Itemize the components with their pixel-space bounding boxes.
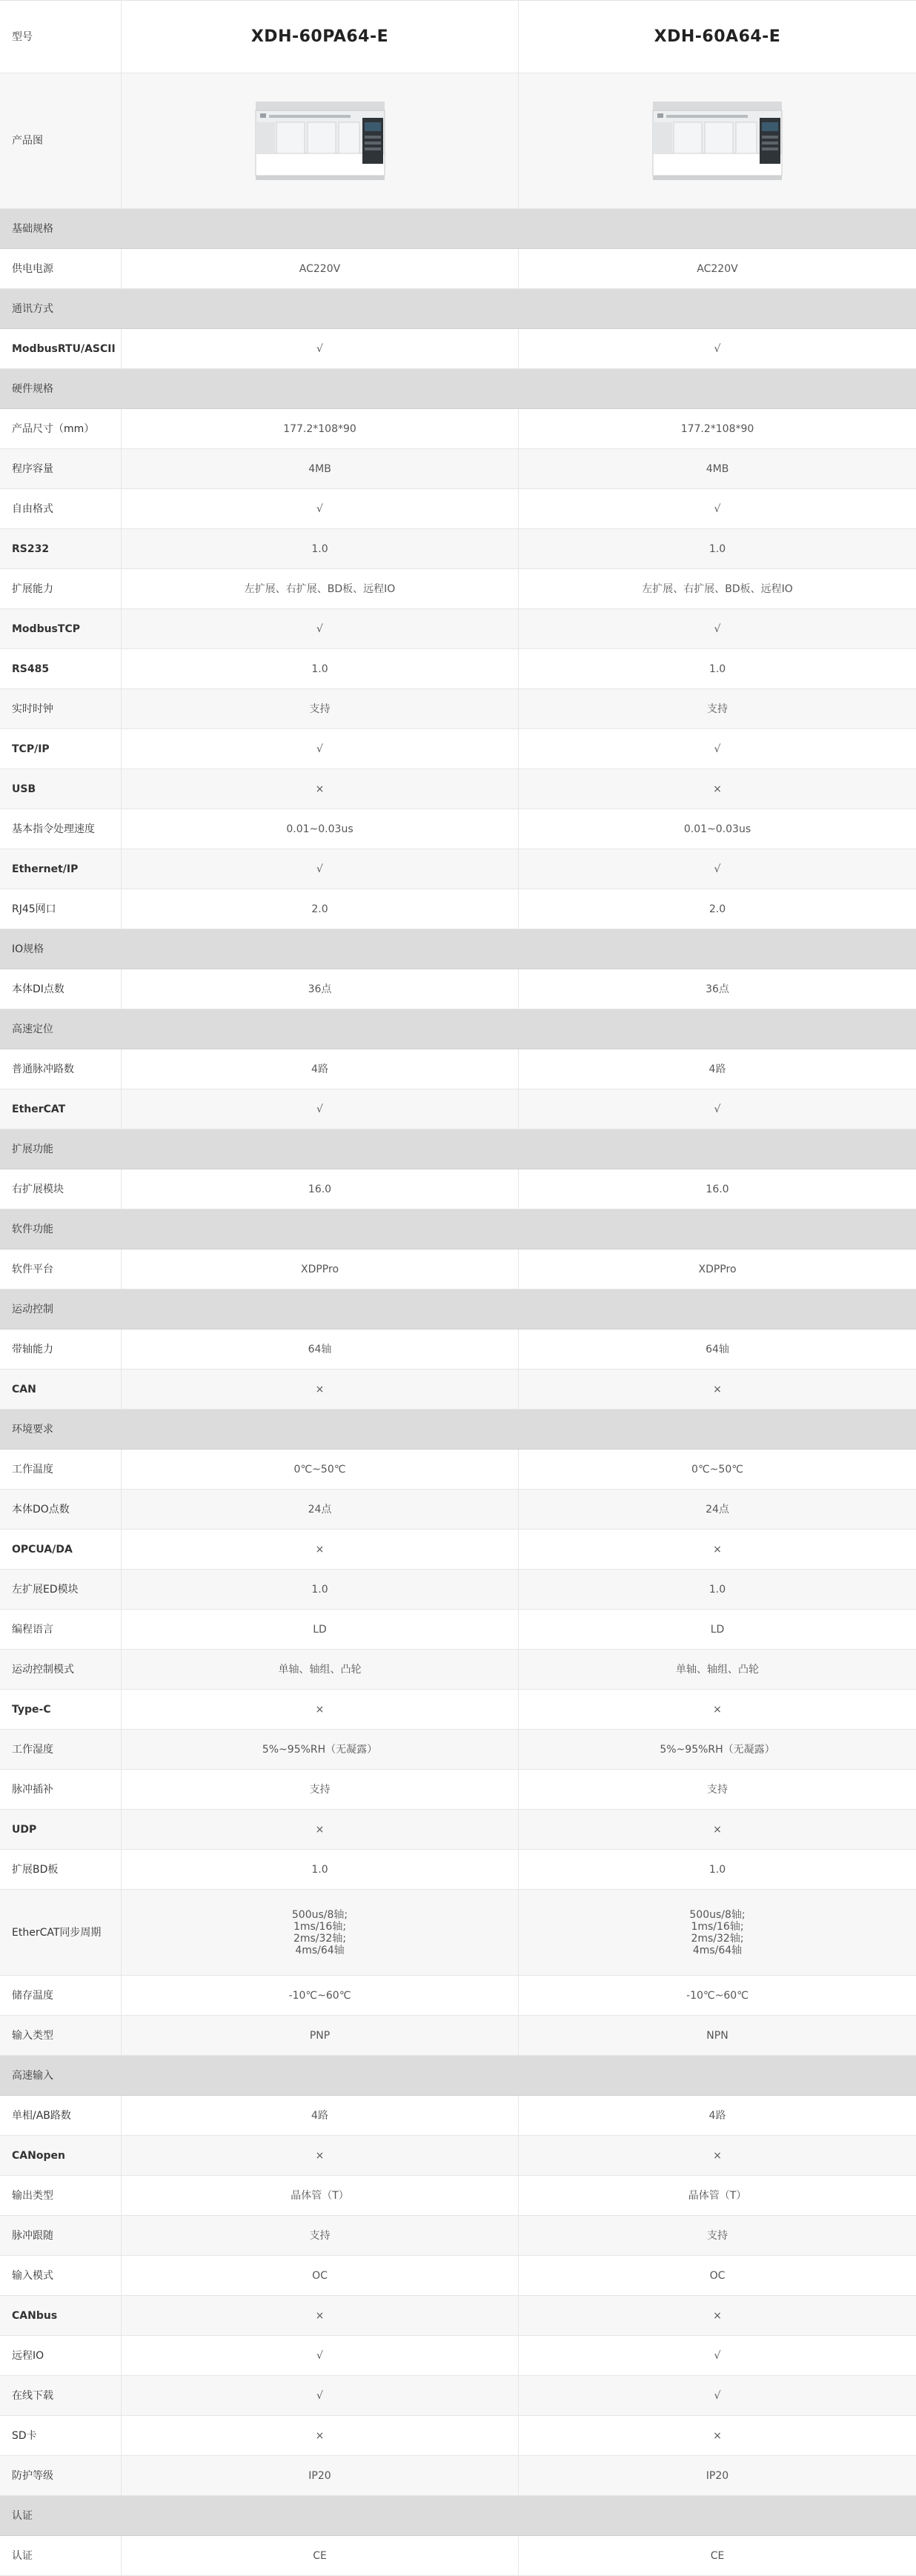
spec-value-1: √ <box>122 489 519 528</box>
plc-device-image <box>648 100 786 182</box>
section-title: 认证 <box>12 2509 33 2522</box>
spec-row <box>0 329 916 369</box>
spec-label: 扩展能力 <box>0 569 122 608</box>
spec-label: 单相/AB路数 <box>0 2096 122 2135</box>
spec-value-1: √ <box>122 1089 519 1129</box>
spec-value-1: × <box>122 1810 519 1849</box>
spec-value-1: 2.0 <box>122 889 519 929</box>
spec-label: SD卡 <box>0 2416 122 2455</box>
product-image-row <box>0 73 916 209</box>
spec-value-2: √ <box>714 502 721 515</box>
section-header-row <box>0 369 916 409</box>
spec-value-line: 4ms/64轴 <box>692 1944 743 1956</box>
spec-value-1: √ <box>122 729 519 769</box>
spec-value-2: 晶体管（T） <box>688 2189 747 2202</box>
spec-value-line: 4ms/64轴 <box>295 1944 345 1956</box>
spec-value-1: 支持 <box>122 689 519 728</box>
spec-rows <box>0 209 916 2576</box>
spec-row <box>0 2456 916 2496</box>
section-header-row <box>0 1009 916 1049</box>
spec-value-1: × <box>122 1370 519 1409</box>
spec-value-1: 单轴、轴组、凸轮 <box>122 1650 519 1689</box>
spec-label: 扩展BD板 <box>0 1850 122 1889</box>
spec-value-2: √ <box>714 743 721 755</box>
spec-row <box>0 889 916 929</box>
spec-row <box>0 489 916 529</box>
section-title: 环境要求 <box>12 1423 53 1435</box>
section-title: 软件功能 <box>12 1223 53 1235</box>
spec-label: 防护等级 <box>0 2456 122 2495</box>
spec-value-2: 5%~95%RH（无凝露） <box>660 1743 775 1756</box>
spec-value-1: 24点 <box>122 1490 519 1529</box>
spec-row <box>0 1089 916 1129</box>
spec-label: 输入类型 <box>0 2016 122 2055</box>
spec-value-2: LD <box>710 1623 725 1636</box>
spec-value-2: 177.2*108*90 <box>680 422 754 435</box>
section-title: 基础规格 <box>12 222 53 235</box>
spec-label: 软件平台 <box>0 1249 122 1289</box>
spec-row <box>0 2176 916 2216</box>
spec-value-2: × <box>713 1543 722 1556</box>
spec-value-1: -10℃~60℃ <box>122 1976 519 2015</box>
spec-value-1: 0℃~50℃ <box>122 1450 519 1489</box>
spec-row <box>0 1610 916 1650</box>
spec-value-1: 1.0 <box>122 1850 519 1889</box>
spec-value-2: × <box>713 1823 722 1836</box>
spec-row <box>0 649 916 689</box>
section-header-row <box>0 929 916 969</box>
spec-label: CANbus <box>0 2296 122 2335</box>
spec-value-2: 4路 <box>708 2109 726 2122</box>
spec-value-2: × <box>713 783 722 795</box>
spec-label: 工作湿度 <box>0 1730 122 1769</box>
spec-label: CAN <box>0 1370 122 1409</box>
spec-label: OPCUA/DA <box>0 1530 122 1569</box>
spec-row <box>0 1650 916 1690</box>
spec-label: UDP <box>0 1810 122 1849</box>
section-title: 运动控制 <box>12 1303 53 1315</box>
section-title: 通讯方式 <box>12 302 53 315</box>
spec-value-2: 24点 <box>706 1503 729 1516</box>
spec-label: 普通脉冲路数 <box>0 1049 122 1089</box>
spec-value-1: × <box>122 1690 519 1729</box>
spec-label: 自由格式 <box>0 489 122 528</box>
spec-label: 本体DO点数 <box>0 1490 122 1529</box>
spec-value-2: CE <box>710 2549 725 2562</box>
spec-label: 程序容量 <box>0 449 122 488</box>
spec-row <box>0 2136 916 2176</box>
spec-value-2: × <box>713 1383 722 1395</box>
spec-label: 供电电源 <box>0 249 122 288</box>
spec-value-1: 0.01~0.03us <box>122 809 519 849</box>
spec-value-2: √ <box>714 623 721 635</box>
spec-row <box>0 2096 916 2136</box>
spec-value-2: 1.0 <box>708 542 726 555</box>
spec-row <box>0 1370 916 1410</box>
spec-row <box>0 1049 916 1089</box>
spec-value-2: IP20 <box>706 2469 729 2482</box>
spec-value-1: PNP <box>122 2016 519 2055</box>
spec-label: 实时时钟 <box>0 689 122 728</box>
spec-value-1: 支持 <box>122 2216 519 2255</box>
section-title: 高速定位 <box>12 1023 53 1035</box>
spec-value-2: NPN <box>706 2029 729 2042</box>
spec-row <box>0 2016 916 2056</box>
spec-row <box>0 2376 916 2416</box>
spec-value-2: 支持 <box>707 1783 728 1796</box>
spec-row <box>0 1690 916 1730</box>
spec-row <box>0 1530 916 1570</box>
spec-label: 输入模式 <box>0 2256 122 2295</box>
spec-value-1: × <box>122 769 519 809</box>
spec-value-2: √ <box>714 2349 721 2362</box>
section-header-row <box>0 1129 916 1169</box>
spec-label: EtherCAT同步周期 <box>0 1890 122 1975</box>
spec-value-2: 36点 <box>706 983 729 995</box>
spec-value-line: 500us/8轴; <box>291 1908 348 1921</box>
section-title: 硬件规格 <box>12 382 53 395</box>
spec-value-line: 1ms/16轴; <box>293 1920 347 1933</box>
spec-row <box>0 769 916 809</box>
spec-row <box>0 1770 916 1810</box>
spec-label: 脉冲插补 <box>0 1770 122 1809</box>
spec-value-2: × <box>713 1703 722 1716</box>
spec-row <box>0 609 916 649</box>
section-header-row <box>0 2496 916 2536</box>
spec-value-2: OC <box>709 2269 726 2282</box>
spec-value-2: 2.0 <box>708 903 726 915</box>
spec-row <box>0 1570 916 1610</box>
spec-label: 工作温度 <box>0 1450 122 1489</box>
spec-row <box>0 1490 916 1530</box>
spec-value-2: 4MB <box>706 462 729 475</box>
spec-row <box>0 729 916 769</box>
spec-value-2: × <box>713 2149 722 2162</box>
spec-value-1: 4MB <box>122 449 519 488</box>
spec-value-1: √ <box>122 2336 519 2375</box>
spec-label: EtherCAT <box>0 1089 122 1129</box>
spec-value-1: OC <box>122 2256 519 2295</box>
spec-value-line: 2ms/32轴; <box>691 1932 744 1945</box>
spec-label: ModbusRTU/ASCII <box>0 329 122 368</box>
spec-value-1: 5%~95%RH（无凝露） <box>122 1730 519 1769</box>
spec-label: 认证 <box>0 2536 122 2575</box>
spec-label: TCP/IP <box>0 729 122 769</box>
spec-label: ModbusTCP <box>0 609 122 648</box>
spec-value-2: 16.0 <box>706 1183 729 1195</box>
plc-device-image <box>251 100 389 182</box>
spec-value-2: 1.0 <box>708 1863 726 1876</box>
spec-label: 带轴能力 <box>0 1330 122 1369</box>
spec-value-2: × <box>713 2429 722 2442</box>
section-header-row <box>0 2056 916 2096</box>
section-header-row <box>0 209 916 249</box>
spec-row <box>0 2296 916 2336</box>
spec-value-1: CE <box>122 2536 519 2575</box>
spec-value-1: LD <box>122 1610 519 1649</box>
spec-value-2 <box>519 1890 916 1975</box>
spec-row <box>0 1169 916 1209</box>
spec-value-1: 4路 <box>122 2096 519 2135</box>
spec-row <box>0 1330 916 1370</box>
spec-row <box>0 1850 916 1890</box>
section-header-row <box>0 1289 916 1330</box>
model-name-2: XDH-60A64-E <box>654 27 781 46</box>
spec-row <box>0 529 916 569</box>
spec-value-2: 0.01~0.03us <box>683 823 751 835</box>
spec-value-1: 36点 <box>122 969 519 1009</box>
model-header-row <box>0 1 916 73</box>
spec-label: Ethernet/IP <box>0 849 122 889</box>
section-title: IO规格 <box>12 943 44 955</box>
product-image-cell-2 <box>519 73 916 208</box>
spec-value-2: 1.0 <box>708 663 726 675</box>
spec-value-2: 左扩展、右扩展、BD板、远程IO <box>642 582 793 595</box>
spec-row <box>0 809 916 849</box>
spec-label: 产品尺寸（mm） <box>0 409 122 448</box>
spec-row <box>0 1976 916 2016</box>
spec-row <box>0 1249 916 1289</box>
spec-row <box>0 1810 916 1850</box>
spec-row <box>0 409 916 449</box>
spec-row <box>0 1730 916 1770</box>
spec-row <box>0 1450 916 1490</box>
spec-row <box>0 249 916 289</box>
spec-value-2: √ <box>714 342 721 355</box>
spec-row <box>0 849 916 889</box>
spec-label: 脉冲跟随 <box>0 2216 122 2255</box>
spec-value-1: √ <box>122 329 519 368</box>
spec-row <box>0 2256 916 2296</box>
spec-value-2: √ <box>714 2389 721 2402</box>
section-title: 扩展功能 <box>12 1143 53 1155</box>
spec-row <box>0 569 916 609</box>
spec-value-2: 支持 <box>707 2229 728 2242</box>
product-image-cell-1 <box>122 73 519 208</box>
spec-value-1: × <box>122 1530 519 1569</box>
spec-value-2: 单轴、轴组、凸轮 <box>676 1663 759 1676</box>
spec-label: 左扩展ED模块 <box>0 1570 122 1609</box>
spec-value-1 <box>122 1890 519 1975</box>
section-header-row <box>0 1410 916 1450</box>
spec-row <box>0 689 916 729</box>
spec-value-1: 177.2*108*90 <box>122 409 519 448</box>
spec-value-1: 16.0 <box>122 1169 519 1209</box>
spec-row <box>0 2536 916 2576</box>
spec-row <box>0 2336 916 2376</box>
section-title: 高速输入 <box>12 2069 53 2082</box>
spec-label: 输出类型 <box>0 2176 122 2215</box>
spec-label: USB <box>0 769 122 809</box>
spec-value-line: 1ms/16轴; <box>691 1920 744 1933</box>
spec-value-2: √ <box>714 863 721 875</box>
spec-value-1: × <box>122 2416 519 2455</box>
spec-value-1: 1.0 <box>122 529 519 568</box>
spec-label: 运动控制模式 <box>0 1650 122 1689</box>
spec-label: Type-C <box>0 1690 122 1729</box>
spec-value-1: × <box>122 2136 519 2175</box>
model-name-1: XDH-60PA64-E <box>122 1 519 73</box>
spec-value-1: 1.0 <box>122 649 519 688</box>
spec-label: RS232 <box>0 529 122 568</box>
spec-value-1: √ <box>122 609 519 648</box>
spec-value-2: 4路 <box>708 1063 726 1075</box>
spec-label: CANopen <box>0 2136 122 2175</box>
spec-value-2: 64轴 <box>706 1343 729 1355</box>
spec-value-1: √ <box>122 849 519 889</box>
row-label: 产品图 <box>0 73 122 208</box>
spec-value-2: 0℃~50℃ <box>691 1463 743 1475</box>
spec-value-1: 4路 <box>122 1049 519 1089</box>
spec-label: 在线下载 <box>0 2376 122 2415</box>
section-header-row <box>0 1209 916 1249</box>
spec-value-2: XDPPro <box>698 1263 737 1275</box>
spec-value-1: 支持 <box>122 1770 519 1809</box>
spec-value-2: -10℃~60℃ <box>686 1989 749 2002</box>
spec-value-1: √ <box>122 2376 519 2415</box>
spec-value-2: √ <box>714 1103 721 1115</box>
spec-value-1: IP20 <box>122 2456 519 2495</box>
spec-row <box>0 2216 916 2256</box>
spec-value-line: 2ms/32轴; <box>293 1932 347 1945</box>
spec-value-2: 支持 <box>707 703 728 715</box>
spec-value-line: 500us/8轴; <box>689 1908 746 1921</box>
spec-value-1: AC220V <box>122 249 519 288</box>
spec-value-2: × <box>713 2309 722 2322</box>
spec-value-2: 1.0 <box>708 1583 726 1596</box>
spec-value-1: × <box>122 2296 519 2335</box>
spec-value-2: AC220V <box>697 262 738 275</box>
spec-row <box>0 2416 916 2456</box>
spec-label: 远程IO <box>0 2336 122 2375</box>
spec-label: RS485 <box>0 649 122 688</box>
spec-row <box>0 449 916 489</box>
spec-label: 右扩展模块 <box>0 1169 122 1209</box>
spec-value-1: XDPPro <box>122 1249 519 1289</box>
spec-value-1: 左扩展、右扩展、BD板、远程IO <box>122 569 519 608</box>
spec-value-1: 1.0 <box>122 1570 519 1609</box>
spec-label: RJ45网口 <box>0 889 122 929</box>
spec-row <box>0 969 916 1009</box>
spec-label: 储存温度 <box>0 1976 122 2015</box>
section-header-row <box>0 289 916 329</box>
spec-value-1: 晶体管（T） <box>122 2176 519 2215</box>
row-label: 型号 <box>0 1 122 73</box>
spec-label: 本体DI点数 <box>0 969 122 1009</box>
spec-row <box>0 1890 916 1976</box>
spec-value-1: 64轴 <box>122 1330 519 1369</box>
spec-label: 基本指令处理速度 <box>0 809 122 849</box>
spec-label: 编程语言 <box>0 1610 122 1649</box>
